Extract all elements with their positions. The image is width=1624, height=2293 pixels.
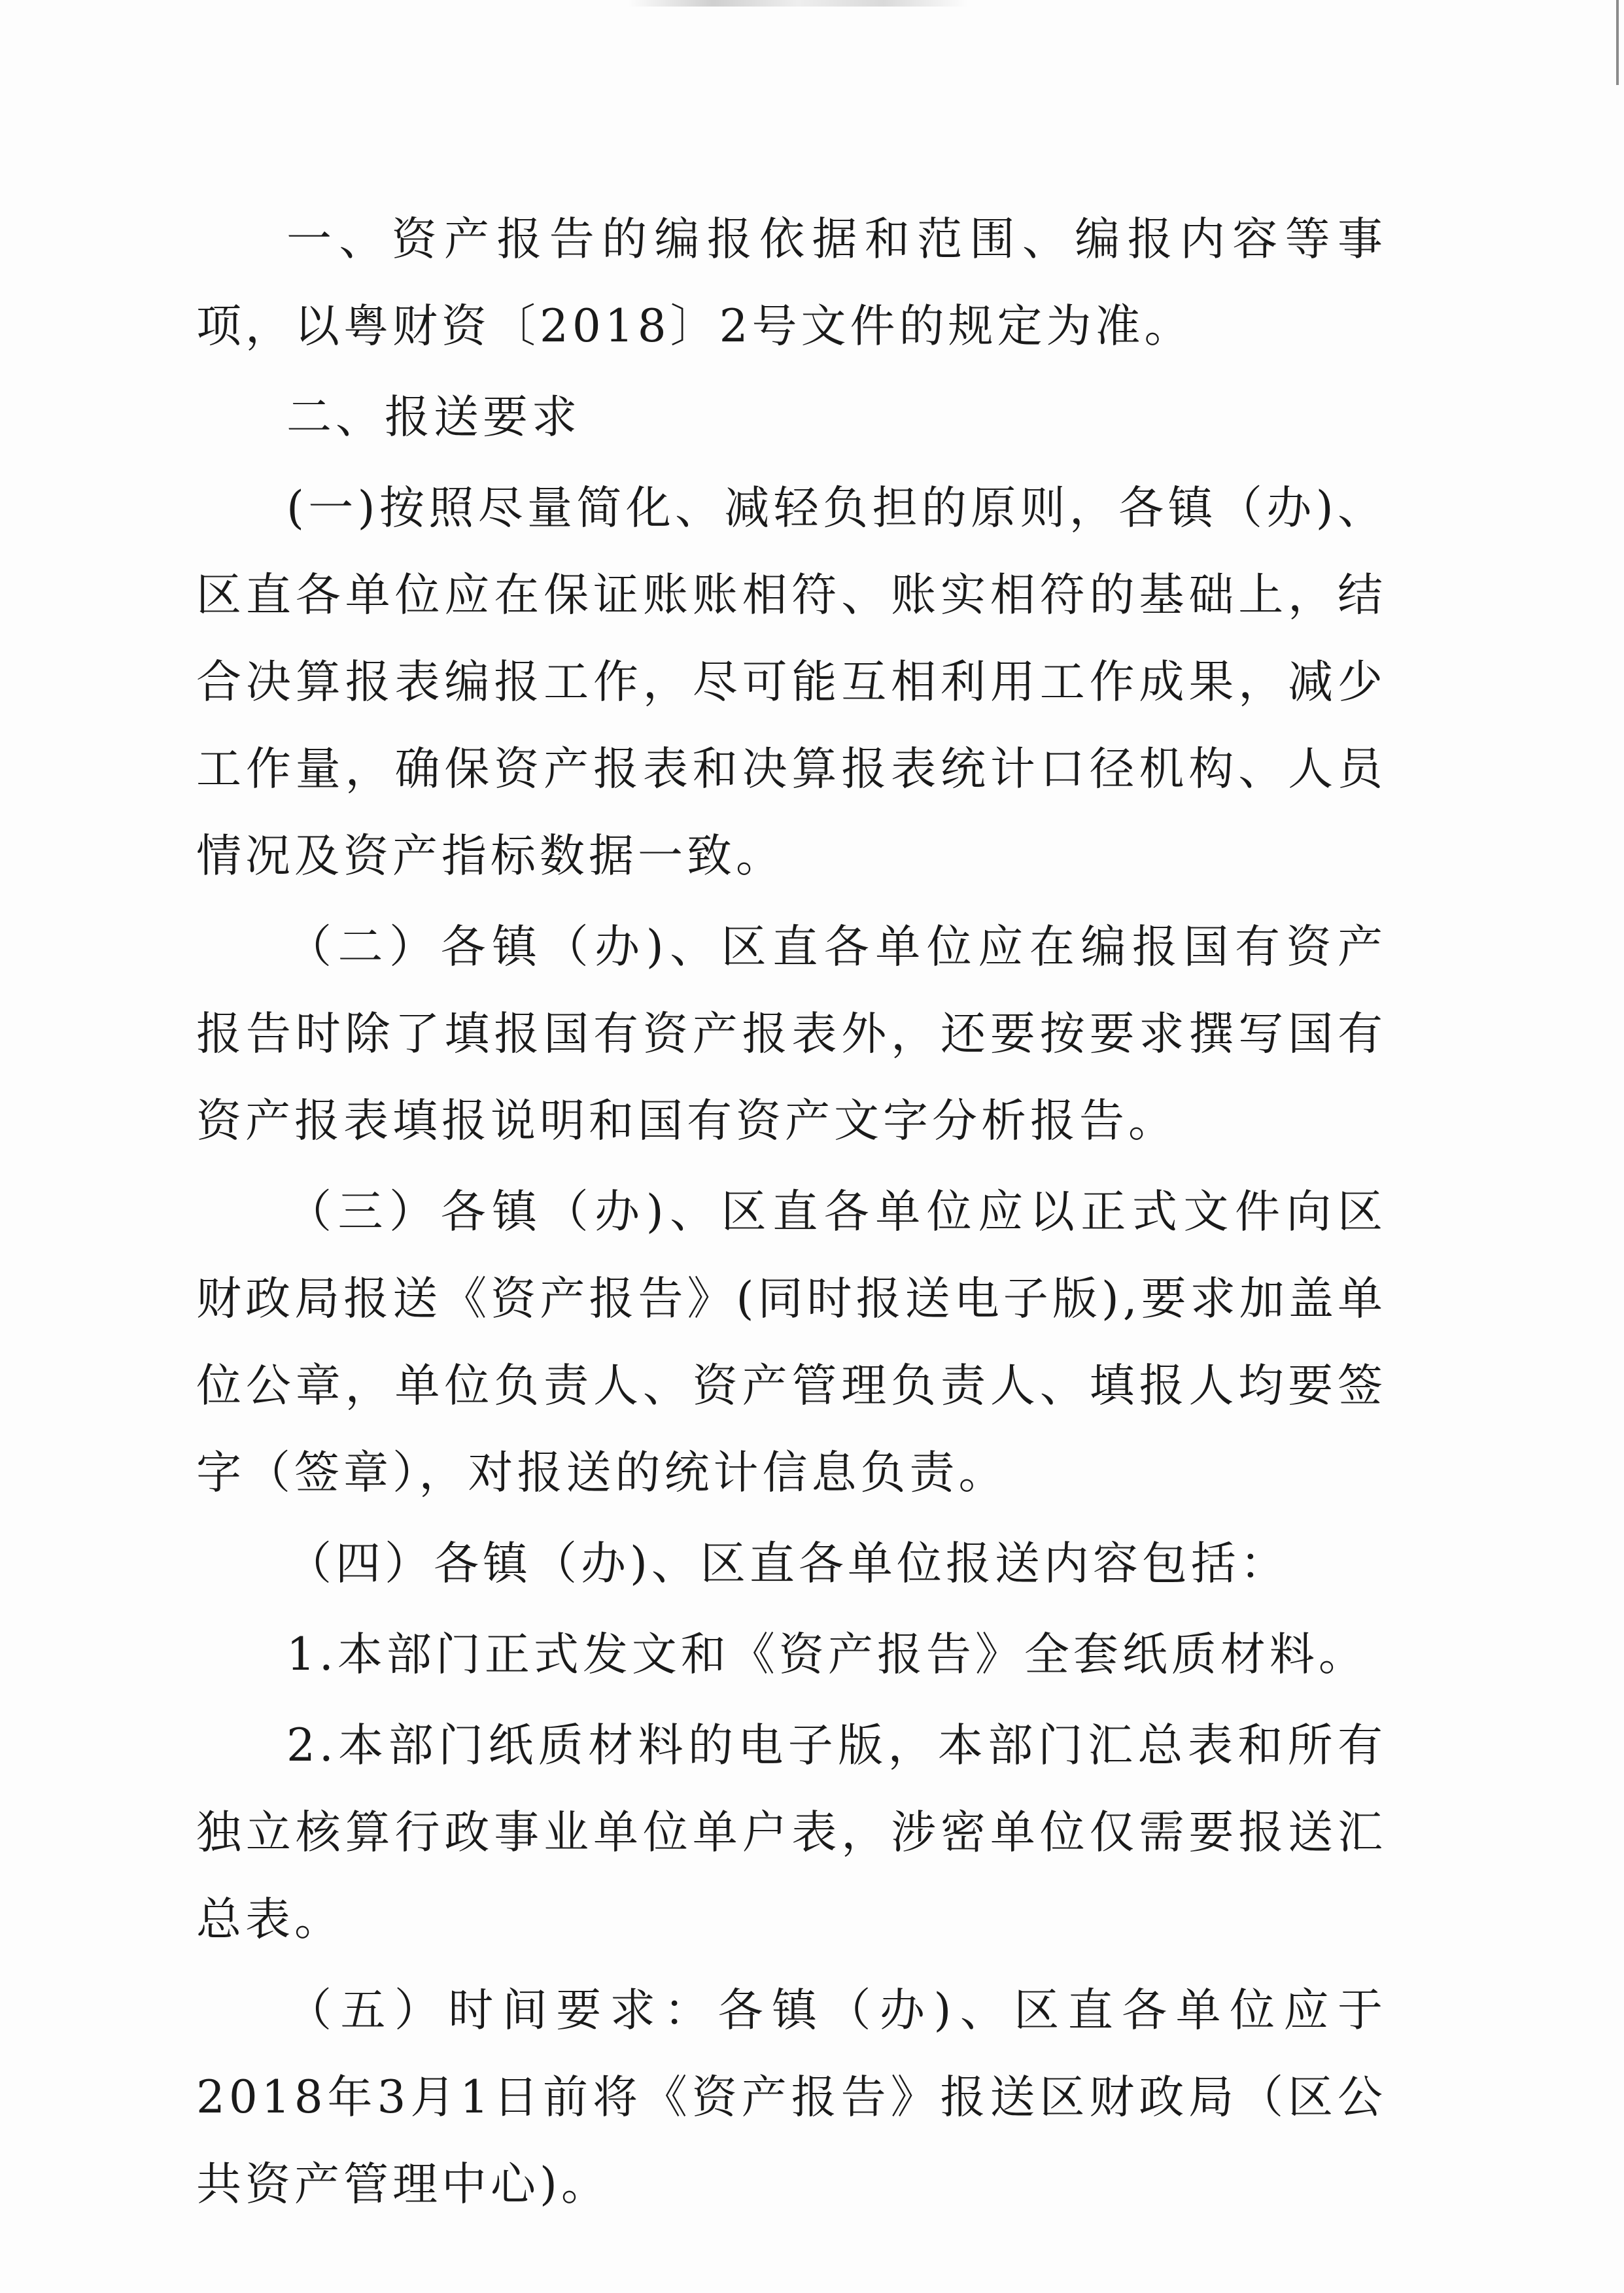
scan-artifact-top [628, 0, 968, 7]
paragraph-requirement-1: (一)按照尽量简化、减轻负担的原则，各镇（办)、区直各单位应在保证账账相符、账实相符的基础上，结合决算报表编报工作，尽可能互相利用工作成果，减少工作量，确保资产报表和决算报表统计口径机构、人员情况及资产指标数据一致。 [196, 482, 1387, 882]
heading-submission-requirements: 二、报送要求 [286, 391, 581, 443]
paragraph-requirement-3: （三）各镇（办)、区直各单位应以正式文件向区财政局报送《资产报告》(同时报送电子版),要求加盖单位公章，单位负责人、资产管理负责人、填报人均要签字（签章），对报送的统计信息负责。 [196, 1186, 1387, 1499]
paragraph-requirement-2: （二）各镇（办)、区直各单位应在编报国有资产报告时除了填报国有资产报表外，还要按要求撰写国有资产报表填报说明和国有资产文字分析报告。 [196, 921, 1387, 1147]
paragraph-requirement-4: （四）各镇（办)、区直各单位报送内容包括： [286, 1538, 1289, 1590]
document-body [196, 196, 1387, 2228]
scan-artifact-edge [1616, 0, 1619, 85]
paragraph-requirement-5: （五）时间要求：各镇（办)、区直各单位应于2018年3月1日前将《资产报告》报送区财政局（区公共资产管理中心)。 [196, 1984, 1387, 2211]
paragraph-scope: 一、资产报告的编报依据和范围、编报内容等事项，以粤财资〔2018〕2号文件的规定为准。 [196, 213, 1387, 353]
list-item-1: 1.本部门正式发文和《资产报告》全套纸质材料。 [286, 1629, 1368, 1681]
list-item-2: 2.本部门纸质材料的电子版，本部门汇总表和所有独立核算行政事业单位单户表，涉密单位仅需要报送汇总表。 [196, 1719, 1387, 1946]
